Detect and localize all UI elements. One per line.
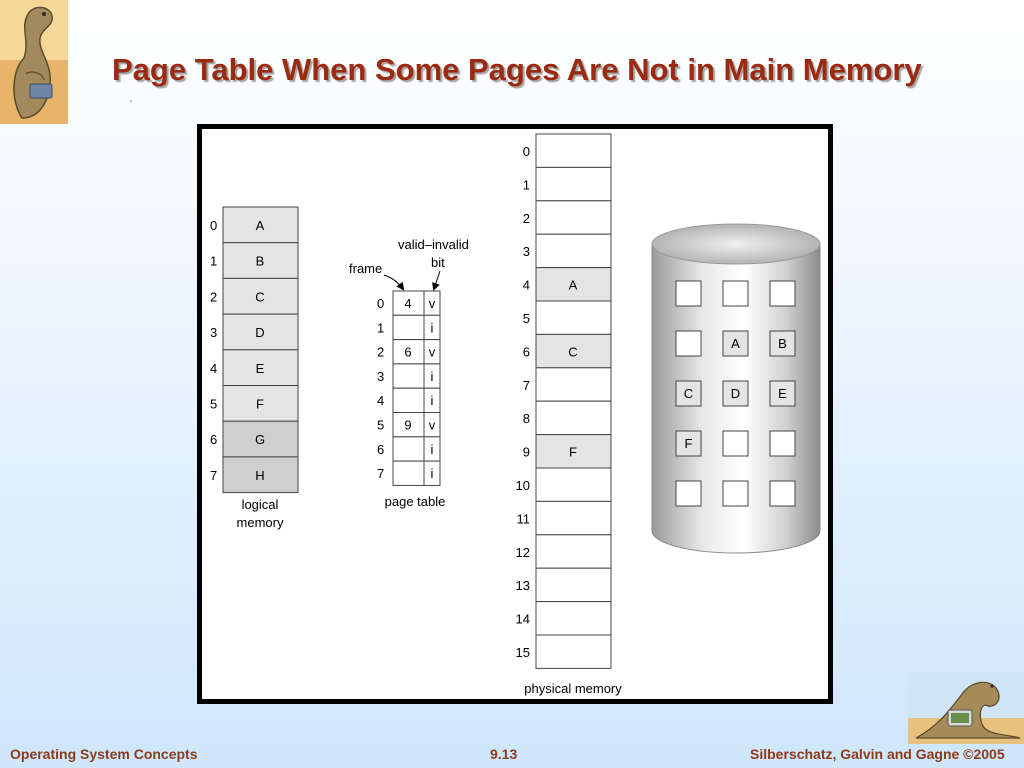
page-table-index: 1 [377,320,385,336]
logical-memory-label-line1: logical [241,497,279,512]
physical-frame-cell [536,201,611,234]
physical-frame-index: 3 [522,244,530,260]
physical-frame-index: 14 [515,611,530,627]
frame-label: frame [349,261,383,276]
page-table-valid-bit: v [428,296,436,311]
logical-page-index: 5 [210,396,218,412]
physical-frame-content: C [568,344,578,360]
backing-store-page [676,481,701,506]
page-table-valid-bit: i [430,466,434,482]
paging-diagram [202,129,830,701]
physical-frame-index: 7 [522,377,530,393]
page-table-label: page table [384,494,446,509]
physical-frame-cell [536,501,611,534]
page-table-valid-bit: v [428,344,436,360]
page-table-frame-number: 9 [404,417,412,433]
backing-store-page-label: A [731,336,740,351]
page-table-frame-cell [393,315,424,339]
backing-store-page [723,281,748,306]
physical-frame-index: 8 [522,411,530,427]
dinosaur-logo-bottom [908,672,1024,744]
backing-store-page-label: B [778,336,787,351]
page-table-frame-number: 6 [404,344,412,360]
footer-course-title: Operating System Concepts [10,746,198,762]
backing-store-page [723,431,748,456]
logical-page-label: C [255,289,265,305]
figure-canvas [201,128,829,700]
backing-store-page [723,481,748,506]
physical-frame-content: A [568,277,578,293]
footer-copyright: Silberschatz, Galvin and Gagne ©2005 [750,746,1005,762]
logical-page-index: 4 [210,360,218,376]
physical-frame-index: 15 [515,645,530,660]
backing-store-page-label: C [683,386,694,401]
physical-frame-index: 2 [522,210,530,226]
physical-frame-index: 9 [522,444,530,460]
physical-frame-cell [536,535,611,568]
footer-slide-number: 9.13 [490,746,518,762]
physical-frame-index: 13 [515,578,530,594]
page-table-valid-bit: i [430,320,434,336]
page-table-frame-cell [393,364,424,388]
page-table-index: 7 [377,466,385,482]
physical-frame-cell [536,401,611,434]
logical-page-label: G [254,432,266,448]
valid-invalid-label-bit: bit [431,255,445,270]
logical-memory-label-line2: memory [236,515,284,530]
physical-frame-cell [536,368,611,401]
logical-page-label: E [255,360,265,376]
logical-page-index: 6 [210,432,218,448]
disk-top [652,224,820,264]
logical-memory [210,207,298,493]
backing-store-page-label: D [730,386,741,401]
physical-frame-cell [536,635,611,668]
logical-page-label: F [256,396,264,412]
physical-frame-cell [536,602,611,635]
physical-memory-label: physical memory [524,681,622,696]
physical-memory [516,134,611,668]
physical-frame-cell [536,234,611,267]
page-table [377,291,440,485]
logical-page-index: 2 [210,289,218,305]
logical-page-label: B [255,253,265,269]
physical-frame-index: 5 [522,311,530,326]
frame-arrow [384,275,403,289]
backing-store-page [676,281,701,306]
page-table-index: 4 [377,393,385,409]
page-table-valid-bit: v [428,417,436,433]
backing-store-page [676,331,701,356]
valid-invalid-arrow [434,271,440,289]
page-table-index: 0 [377,296,385,311]
physical-frame-cell [536,301,611,334]
backing-store-page [770,431,795,456]
physical-frame-index: 1 [522,177,530,193]
valid-invalid-label: valid–invalid [398,237,469,252]
page-table-valid-bit: i [430,441,434,457]
physical-frame-index: 0 [522,144,530,159]
physical-frame-index: 11 [516,511,530,527]
slide-title: Page Table When Some Pages Are Not in Main Memory [112,52,922,87]
backing-store-page-label: F [684,436,693,451]
physical-frame-content: F [569,444,577,460]
logical-page-label: A [255,218,265,233]
logical-page-index: 1 [210,253,218,269]
physical-frame-index: 12 [515,544,530,560]
backing-store-page [770,481,795,506]
physical-frame-index: 10 [515,478,530,493]
logical-page-index: 7 [210,467,218,483]
page-table-frame-cell [393,437,424,461]
page-table-frame-cell [393,461,424,485]
logical-page-label: D [255,325,265,341]
page-table-index: 3 [377,368,385,384]
page-table-valid-bit: i [430,393,434,409]
page-table-frame-number: 4 [404,296,412,311]
title-mark [130,100,132,102]
physical-frame-index: 4 [522,277,530,293]
page-table-frame-cell [393,388,424,412]
physical-frame-cell [536,468,611,501]
page-table-valid-bit: i [430,368,434,384]
page-table-index: 6 [377,441,385,457]
physical-frame-cell [536,568,611,601]
backing-store-page-label: E [778,386,787,401]
page-table-index: 2 [377,344,385,360]
backing-store-page [770,281,795,306]
physical-frame-cell [536,134,611,167]
logical-page-index: 0 [210,218,218,233]
dinosaur-logo-top [0,0,68,124]
figure-frame [197,124,833,704]
logical-page-label: H [255,467,265,483]
physical-frame-index: 6 [522,344,530,360]
logical-page-index: 3 [210,325,218,341]
physical-frame-cell [536,167,611,200]
page-table-index: 5 [377,417,385,433]
